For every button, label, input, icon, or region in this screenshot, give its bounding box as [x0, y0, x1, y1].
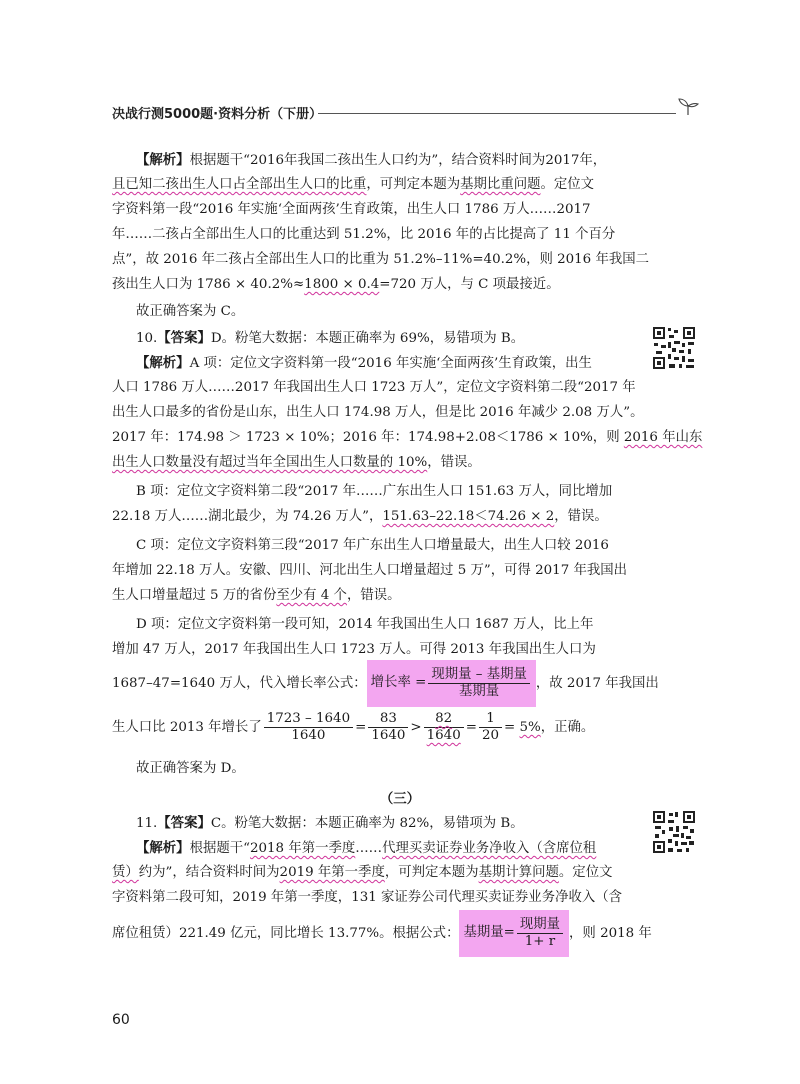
q10-answer: 故正确答案为 D。 — [136, 761, 245, 776]
header-rule — [318, 113, 676, 114]
q9-analysis-line-4: 年……二孩占全部出生人口的比重达到 51.2%，比 2016 年的占比提高了 11 个百分 — [112, 227, 616, 242]
q10-analysis-a-line-5: 出生人口数量没有超过当年全国出生人口数量的 10%，错误。 — [112, 455, 481, 470]
qr-code-icon[interactable] — [652, 810, 696, 854]
q10-analysis-c-line-2: 年增加 22.18 万人。安徽、四川、河北出生人口增量超过 5 万”，可得 2017 年我国出 — [112, 563, 628, 578]
q10-analysis-b-line-2: 22.18 万人……湖北最少，为 74.26 万人”，151.63–22.18＜74.26 × 2，错误。 — [112, 509, 608, 524]
q10-analysis-c-line-3: 生人口增量超过 5 万的省份至少有 4 个，错误。 — [112, 588, 401, 603]
q11-answer-line: 11.【答案】C。粉笔大数据：本题正确率为 82%，易错项为 B。 — [136, 815, 524, 831]
q11-analysis-line-2: 赁）约为”，结合资料时间为2019 年第一季度，可判定本题为基期计算问题。定位文 — [112, 865, 613, 880]
q9-analysis-line-2: 且已知二孩出生人口占全部出生人口的比重，可判定本题为基期比重问题。定位文 — [112, 177, 595, 192]
section-heading: （三） — [379, 791, 421, 807]
q9-analysis-line-3: 字资料第一段“2016 年实施‘全面两孩’生育政策，出生人口 1786 万人……2017 — [112, 202, 591, 217]
q9-analysis-line-1: 【解析】根据题干“2016年我国二孩出生人口约为”，结合资料时间为2017年， — [136, 152, 607, 168]
q10-analysis-a-line-2: 人口 1786 万人……2017 年我国出生人口 1723 万人”，定位文字资料第二段“2017 年 — [112, 380, 636, 395]
q10-analysis-c-line-1: C 项：定位文字资料第三段“2017 年广东出生人口增量最大，出生人口较 2016 — [136, 538, 609, 553]
q9-analysis-line-6: 孩出生人口为 1786 × 40.2%≈1800 × 0.4=720 万人，与 C 项最接近。 — [112, 277, 560, 292]
growth-rate-formula: 增长率 = $\frac{\text{现期量 – 基期量}}{\text{基期量}}$ — [367, 660, 536, 707]
q10-analysis-d-line-2: 增加 47 万人，2017 年我国出生人口 1723 万人。可得 2013 年我国出生人口为 — [112, 642, 596, 657]
page-number: 60 — [112, 1012, 130, 1028]
q10-analysis-d-line-3: 1687–47=1640 万人，代入增长率公式： 增长率 = $\frac{\text{现期量 – 基期量}}{\text{基期量}}$ ，故 2017 年我国出 — [112, 660, 632, 707]
q9-analysis-line-5: 点”，故 2016 年二孩占全部出生人口的比重为 51.2%–11%=40.2%，则 2016 年我国二 — [112, 252, 650, 267]
q10-analysis-a-line-1: 【解析】A 项：定位文字资料第一段“2016 年实施‘全面两孩’生育政策，出生 — [136, 355, 592, 371]
running-header: 决战行测5000题·资料分析（下册） — [112, 107, 323, 122]
q10-analysis-d-line-1: D 项：定位文字资料第一段可知，2014 年我国出生人口 1687 万人，比上年 — [136, 617, 594, 632]
q10-analysis-d-line-4: 生人口比 2013 年增长了 $\frac{1723 - 1640}{1640}$ = $\frac{83}{1640}$ > $\frac{82}{1640}$ = $\frac{1}{20}$ = 5%，正确。 — [112, 711, 595, 743]
q11-analysis-line-1: 【解析】根据题干“2018 年第一季度……代理买卖证券业务净收入（含席位租 — [136, 840, 597, 856]
q9-answer: 故正确答案为 C。 — [136, 304, 245, 319]
q10-analysis-a-line-3: 出生人口最多的省份是山东，出生人口 174.98 万人，但是比 2016 年减少 2.08 万人”。 — [112, 405, 644, 420]
q11-analysis-line-3: 字资料第二段可知，2019 年第一季度，131 家证券公司代理买卖证券业务净收入（含 — [112, 890, 623, 905]
q10-analysis-b-line-1: B 项：定位文字资料第二段“2017 年……广东出生人口 151.63 万人，同比增加 — [136, 484, 613, 499]
leaf-sprout-icon — [676, 98, 700, 116]
q10-analysis-a-line-4: 2017 年：174.98 ＞ 1723 × 10%；2016 年：174.98+2.08＜1786 × 10%，则 2016 年山东 — [112, 430, 703, 445]
base-period-formula: 基期量= $\frac{\text{现期量}}{1+ r}$ — [459, 910, 569, 957]
q11-analysis-line-4: 席位租赁）221.49 亿元，同比增长 13.77%。根据公式： 基期量= $\frac{\text{现期量}}{1+ r}$ ，则 2018 年 — [112, 910, 632, 957]
q10-answer-line: 10.【答案】D。粉笔大数据：本题正确率为 69%，易错项为 B。 — [136, 330, 525, 346]
qr-code-icon[interactable] — [652, 326, 696, 370]
